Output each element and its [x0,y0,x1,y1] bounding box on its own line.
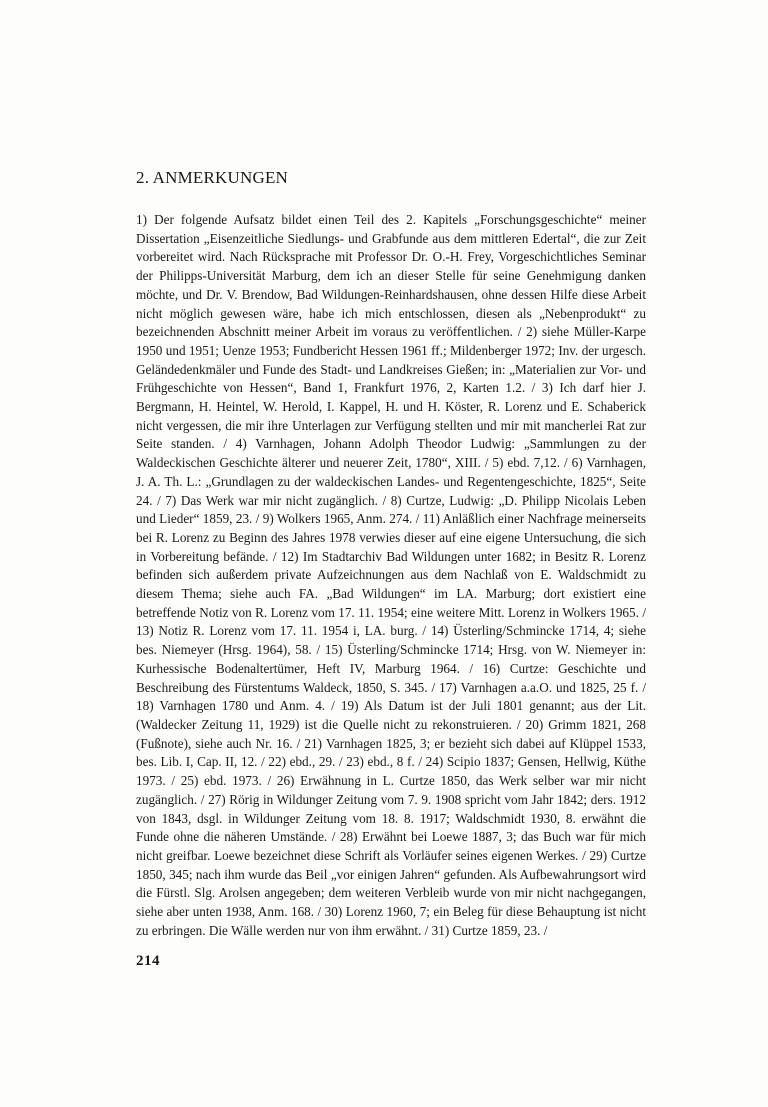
page-number: 214 [136,953,160,969]
section-heading: 2. ANMERKUNGEN [136,168,289,187]
footnotes-text: 1) Der folgende Aufsatz bildet einen Teil des 2. Kapitels „Forschungsgeschichte“ meiner Dissertation „Eisenzeitliche Siedlungs- und Grabfunde aus dem mittleren Edertal“, die zur Zeit vorbereitet wird. Nach Rücksprache mit Professor Dr. O.-H. Frey, Vorgeschichtliches Seminar der Philipps-Universität Marburg, dem ich an dieser Stelle für seine Genehmigung danken möchte, und Dr. V. Brendow, Bad Wildungen-Reinhardshausen, ohne dessen Hilfe diese Arbeit nicht möglich gewesen wäre, habe ich mich entschlossen, diesen als „Nebenprodukt“ zu bezeichnenden Abschnitt meiner Arbeit im voraus zu veröffentlichen. / 2) siehe Müller-Karpe 1950 und 1951; Uenze 1953; Fundbericht Hessen 1961 ff.; Mildenberger 1972; Inv. der urgesch. Geländedenkmäler und Funde des Stadt- und Landkreises Gießen; in: „Materialien zur Vor- und Frühgeschichte von Hessen“, Band 1, Frankfurt 1976, 2, Karten 1.2. / 3) Ich darf hier J. Bergmann, H. Heintel, W. Herold, I. Kappel, H. und H. Köster, R. Lorenz und E. Schaberick nicht vergessen, die mir ihre Unterlagen zur Verfügung stellten und mir mit mancherlei Rat zur Seite standen. / 4) Varnhagen, Johann Adolph Theodor Ludwig: „Sammlungen zu der Waldeckischen Geschichte älterer und neuerer Zeit, 1780“, XIII. / 5) ebd. 7,12. / 6) Varnhagen, J. A. Th. L.: „Grundlagen zu der waldeckischen Landes- und Regentengeschichte, 1825“, Seite 24. / 7) Das Werk war mir nicht zugänglich. / 8) Curtze, Ludwig: „D. Philipp Nicolais Leben und Lieder“ 1859, 23. / 9) Wolkers 1965, Anm. 274. / 11) Anläßlich einer Nachfrage meinerseits bei R. Lorenz zu Beginn des Jahres 1978 verwies dieser auf eine eigene Untersuchung, die sich in Vorbereitung befände. / 12) Im Stadtarchiv Bad Wildungen unter 1682; in Besitz R. Lorenz befinden sich außerdem private Aufzeichnungen aus dem Nachlaß von E. Waldschmidt zu diesem Thema; siehe auch FA. „Bad Wildungen“ im LA. Marburg; dort existiert eine betreffende Notiz von R. Lorenz vom 17. 11. 1954; eine weitere Mitt. Lorenz in Wolkers 1965. / 13) Notiz R. Lorenz vom 17. 11. 1954 i, LA. burg. / 14) Üsterling/Schmincke 1714, 4; siehe bes. Niemeyer (Hrsg. 1964), 58. / 15) Üsterling/Schmincke 1714; Hrsg. von W. Niemeyer in: Kurhessische Bodenaltertümer, Heft IV, Marburg 1964. / 16) Curtze: Geschichte und Beschreibung des Fürstentums Waldeck, 1850, S. 345. / 17) Varnhagen a.a.O. und 1825, 25 f. / 18) Varnhagen 1780 und Anm. 4. / 19) Als Datum ist der Juli 1801 genannt; aus der Lit. (Waldecker Zeitung 11, 1929) ist die Quelle nicht zu rekonstruieren. / 20) Grimm 1821, 268 (Fußnote), siehe auch Nr. 16. / 21) Varnhagen 1825, 3; er bezieht sich dabei auf Klüppel 1533, bes. Lib. I, Cap. II, 12. / 22) ebd., 29. / 23) ebd., 8 f. / 24) Scipio 1837; Gensen, Hellwig, Küthe 1973. / 25) ebd. 1973. / 26) Erwähnung in L. Curtze 1850, das Werk selber war mir nicht zugänglich. / 27) Rörig in Wildunger Zeitung vom 7. 9. 1908 spricht vom Jahr 1842; ders. 1912 von 1843, dsgl. in Wildunger Zeitung vom 18. 8. 1917; Waldschmidt 1930, 8. erwähnt die Funde ohne die näheren Umstände. / 28) Erwähnt bei Loewe 1887, 3; das Buch war für mich nicht greifbar. Loewe bezeichnet diese Schrift als Vorläufer seines eigenen Werkes. / 29) Curtze 1850, 345; nach ihm wurde das Beil „vor einigen Jahren“ gefunden. Als Aufbewahrungsort wird die Fürstl. Slg. Arolsen angegeben; dem weiteren Verbleib wurde von mir nicht nachgegangen, siehe aber unten 1938, Anm. 168. / 30) Lorenz 1960, 7; ein Beleg für diese Behauptung ist nicht zu erbringen. Die Wälle werden nur von ihm erwähnt. / 31) Curtze 1859, 23. / [136,212,646,938]
footnotes-block [136,211,646,940]
